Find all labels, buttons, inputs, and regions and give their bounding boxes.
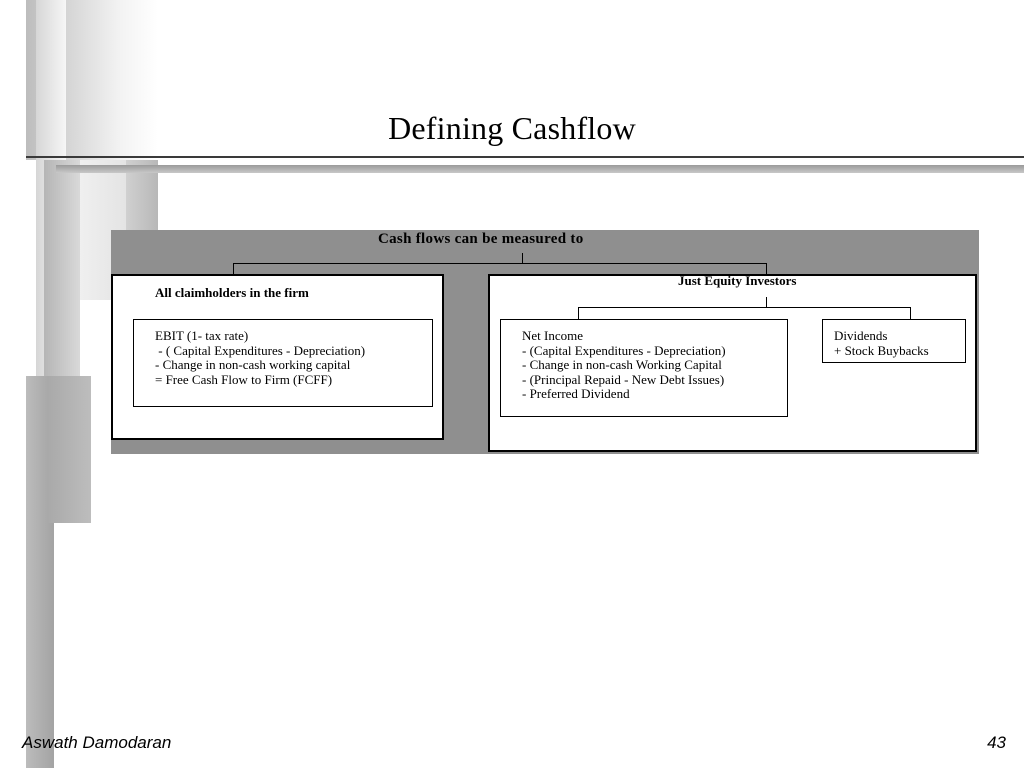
connector-line: [233, 263, 767, 264]
connector-line: [910, 307, 911, 319]
decor-bar: [48, 376, 91, 523]
branch-label-equity: Just Equity Investors: [678, 273, 797, 288]
branch-label-firm: All claimholders in the firm: [155, 285, 309, 300]
connector-line: [578, 307, 579, 319]
formula-line: - (Capital Expenditures - Depreciation): [522, 342, 726, 358]
connector-line: [578, 307, 911, 308]
diagram-root-label: Cash flows can be measured to: [378, 231, 584, 247]
formula-line: EBIT (1- tax rate): [155, 328, 249, 343]
formula-line: = Free Cash Flow to Firm (FCFF): [155, 371, 333, 387]
fcff-formula: [155, 329, 365, 387]
formula-line: - Change in non-cash working capital: [155, 357, 351, 373]
connector-line: [522, 253, 523, 263]
formula-line: Dividends: [834, 328, 888, 343]
formula-line: + Stock Buybacks: [834, 342, 929, 358]
title-rule: [26, 156, 1024, 158]
footer-author: Aswath Damodaran: [22, 733, 172, 752]
formula-line: - ( Capital Expenditures - Depreciation): [155, 342, 366, 358]
dividends-formula: [834, 329, 929, 358]
slide-title: Defining Cashflow: [388, 110, 636, 146]
formula-line: Net Income: [522, 328, 584, 343]
title-rule-shadow: [56, 165, 1024, 173]
page-number: 43: [987, 733, 1006, 752]
fcfe-formula: [522, 329, 726, 402]
formula-line: - Preferred Dividend: [522, 386, 630, 402]
formula-line: - (Principal Repaid - New Debt Issues): [522, 371, 725, 387]
connector-line: [766, 297, 767, 307]
formula-line: - Change in non-cash Working Capital: [522, 357, 722, 373]
